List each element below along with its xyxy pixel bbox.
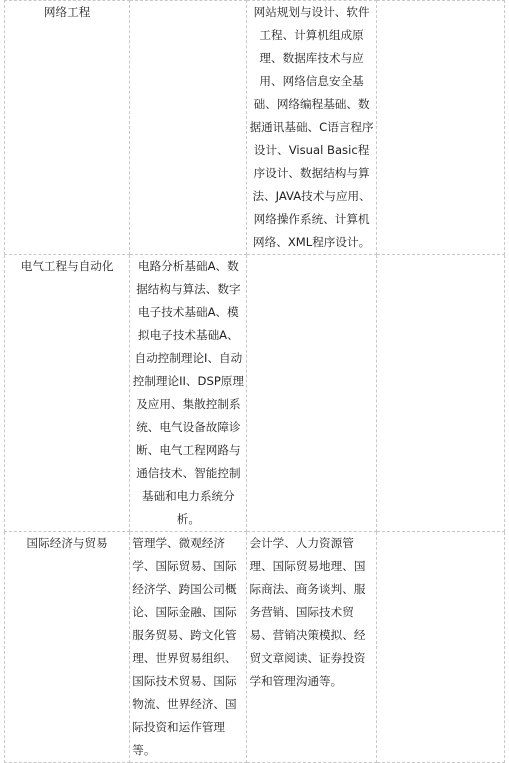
courses-cell-b — [247, 255, 376, 532]
table-row — [5, 532, 505, 763]
table-row — [5, 255, 505, 532]
courses-cell-a: 电路分析基础A、数据结构与算法、数字电子技术基础A、模拟电子技术基础A、自动控制理论I、自动控制理论II、DSP原理及应用、集散控制系统、电气设备故障诊断、电气工程网路与通信技术、智能控制基础和电力系统分析。 — [130, 255, 247, 532]
major-name-cell: 国际经济与贸易 — [5, 532, 130, 763]
curriculum-table — [4, 0, 505, 763]
empty-cell — [376, 532, 504, 763]
table-row — [5, 1, 505, 255]
courses-cell-b: 网站规划与设计、软件工程、计算机组成原理、数据库技术与应用、网络信息安全基础、网络编程基础、数据通讯基础、C语言程序设计、Visual Basic程序设计、数据结构与算法、JAVA技术与应用、网络操作系统、计算机网络、XML程序设计。 — [247, 1, 376, 255]
courses-cell-a — [130, 1, 247, 255]
empty-cell — [376, 255, 504, 532]
courses-cell-b: 会计学、人力资源管理、国际贸易地理、国际商法、商务谈判、服务营销、国际技术贸易、营销决策模拟、经贸文章阅读、证券投资学和管理沟通等。 — [247, 532, 376, 763]
major-name-cell: 网络工程 — [5, 1, 130, 255]
courses-cell-a: 管理学、微观经济学、国际贸易、国际经济学、跨国公司概论、国际金融、国际服务贸易、跨文化管理、世界贸易组织、国际技术贸易、国际物流、世界经济、国际投资和运作管理等。 — [130, 532, 247, 763]
empty-cell — [376, 1, 504, 255]
major-name-cell: 电气工程与自动化 — [5, 255, 130, 532]
